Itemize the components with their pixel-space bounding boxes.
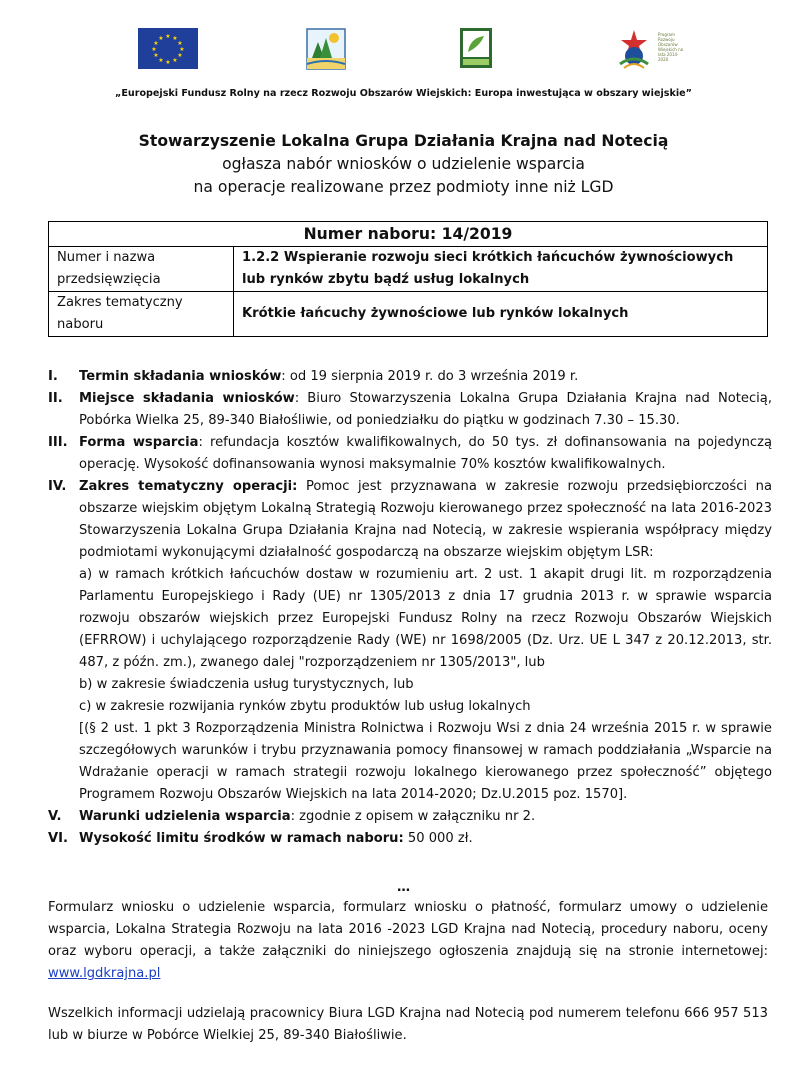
funding-tagline: „Europejski Fundusz Rolny na rzecz Rozwoju Obszarów Wiejskich: Europa inwestująca w obszary wiejskie” — [115, 88, 692, 99]
legal-reference: [(§ 2 ust. 1 pkt 3 Rozporządzenia Ministra Rolnictwa i Rozwoju Wsi z dnia 24 września 2015 r. w sprawie szczegółowych warunków i trybu przyznawania pomocy finansowej w ramach poddziałania „Wsparcie na Wdrażanie operacji w ramach strategii rozwoju lokalnego kierowanego przez społeczność” objętego Programem Rozwoju Obszarów Wiejskich na lata 2014-2020; Dz.U.2015 poz. 1570]. — [79, 721, 772, 802]
header-line-2: ogłasza nabór wniosków o udzielenie wsparcia — [222, 155, 585, 173]
section-number: I. — [48, 369, 58, 384]
section-number: III. — [48, 435, 68, 450]
header-line-3: na operacje realizowane przez podmioty inne niż LGD — [193, 178, 614, 196]
forms-info-text: Formularz wniosku o udzielenie wsparcia, formularz wniosku o płatność, formularz umowy o udzielenie wsparcia, Lokalna Strategia Rozwoju na lata 2016 -2023 LGD Krajna nad Notecią, procedury naboru, oceny oraz wyboru operacji, a także załączniki do niniejszego ogłoszenia znajdują się na stronie internetowej: — [48, 900, 768, 959]
section-number: VI. — [48, 831, 68, 846]
table-row — [49, 247, 768, 292]
section-funding-limit — [48, 828, 772, 850]
prow-logo-caption: Program Rozwoju Obszarów Wiejskich na lata 2014-2020 — [658, 32, 684, 62]
call-number: Numer naboru: 14/2019 — [49, 222, 768, 247]
svg-text:★: ★ — [177, 52, 183, 59]
section-label: Zakres tematyczny operacji: — [79, 479, 298, 494]
section-text: : refundacja kosztów kwalifikowalnych, do 50 tys. zł dofinansowania na pojedynczą operację. Wysokość dofinansowania wynosi maksymalnie 70% kosztów kwalifikowalnych. — [79, 435, 773, 472]
svg-text:★: ★ — [179, 46, 185, 53]
svg-text:★: ★ — [153, 40, 159, 47]
row-value: Krótkie łańcuchy żywnościowe lub rynków lokalnych — [234, 292, 768, 337]
row-label: Zakres tematyczny naboru — [49, 292, 234, 337]
svg-text:★: ★ — [151, 46, 157, 53]
section-support-form — [48, 432, 772, 476]
contact-paragraph: Wszelkich informacji udzielają pracownicy Biura LGD Krajna nad Notecią pod numerem telefonu 666 957 513 lub w biurze w Pobórce Wielkiej 25, 89-340 Białośliwie. — [48, 1006, 768, 1043]
section-label: Wysokość limitu środków w ramach naboru: — [79, 831, 404, 846]
table-title-row — [49, 222, 768, 247]
svg-text:★: ★ — [177, 40, 183, 47]
section-text: 50 000 zł. — [403, 831, 473, 846]
website-link[interactable]: www.lgdkrajna.pl — [48, 966, 161, 981]
section-label: Miejsce składania wniosków — [79, 391, 295, 406]
scope-item-b: b) w zakresie świadczenia usług turystycznych, lub — [79, 677, 414, 692]
logo-bar — [0, 28, 807, 72]
row-value: 1.2.2 Wspieranie rozwoju sieci krótkich łańcuchów żywnościowych lub rynków zbytu bądź usług lokalnych — [234, 247, 768, 292]
separator: … — [396, 880, 411, 895]
lgd-krajna-logo — [306, 28, 346, 70]
eu-flag-logo — [138, 28, 198, 69]
svg-text:★: ★ — [158, 35, 164, 42]
svg-text:★: ★ — [172, 57, 178, 64]
table-row — [49, 292, 768, 337]
svg-text:★: ★ — [165, 59, 171, 66]
section-text: : Biuro Stowarzyszenia Lokalna Grupa Działania Krajna nad Notecią, Pobórka Wielka 25, 89-340 Białośliwie, od poniedziałku do piątku w godzinach 7.30 – 15.30. — [79, 391, 772, 428]
section-conditions — [48, 806, 772, 828]
scope-item-a: a) w ramach krótkich łańcuchów dostaw w rozumieniu art. 2 ust. 1 akapit drugi lit. m rozporządzenia Parlamentu Europejskiego i Rady (UE) nr 1305/2013 z dnia 17 grudnia 2013 r. w sprawie wsparcia rozwoju obszarów wiejskich przez Europejski Fundusz Rolny na rzecz Rozwoju Obszarów Wiejskich (EFRROW) i uchylającego rozporządzenie Rady (WE) nr 1698/2005 (Dz. Urz. UE L 347 z 20.12.2013, str. 487, z późn. zm.), zwanego dalej "rozporządzeniem nr 1305/2013", lub — [79, 567, 772, 670]
svg-text:★: ★ — [172, 35, 178, 42]
section-number: V. — [48, 809, 62, 824]
section-thematic-scope — [48, 476, 772, 806]
svg-text:★: ★ — [158, 57, 164, 64]
section-number: IV. — [48, 479, 67, 494]
section-number: II. — [48, 391, 63, 406]
section-label: Warunki udzielenia wsparcia — [79, 809, 291, 824]
section-text: : od 19 sierpnia 2019 r. do 3 września 2019 r. — [281, 369, 579, 384]
scope-item-c: c) w zakresie rozwijania rynków zbytu produktów lub usług lokalnych — [79, 699, 531, 714]
call-info-table — [48, 221, 768, 337]
prow-logo — [614, 28, 654, 70]
row-label: Numer i nazwa przedsięwzięcia — [49, 247, 234, 292]
section-deadline — [48, 366, 772, 388]
section-label: Termin składania wniosków — [79, 369, 282, 384]
svg-text:★: ★ — [153, 52, 159, 59]
forms-info-paragraph — [48, 897, 768, 985]
announcement-sections — [48, 366, 772, 850]
section-label: Forma wsparcia — [79, 435, 199, 450]
section-location — [48, 388, 772, 432]
section-text: : zgodnie z opisem w załączniku nr 2. — [290, 809, 536, 824]
section-text: Pomoc jest przyznawana w zakresie rozwoju przedsiębiorczości na obszarze wiejskim objętym Lokalną Strategią Rozwoju kierowanego przez społeczność na lata 2016-2023 Stowarzyszenia Lokalna Grupa Działania Krajna nad Notecią, w zakresie wspierania współpracy między podmiotami wykonującymi działalność gospodarczą na obszarze wiejskim objętym LSR: — [79, 479, 772, 560]
organization-name: Stowarzyszenie Lokalna Grupa Działania Krajna nad Notecią — [138, 132, 669, 150]
leader-logo — [460, 28, 492, 68]
announcement-header — [0, 130, 807, 199]
svg-text:★: ★ — [165, 33, 171, 40]
